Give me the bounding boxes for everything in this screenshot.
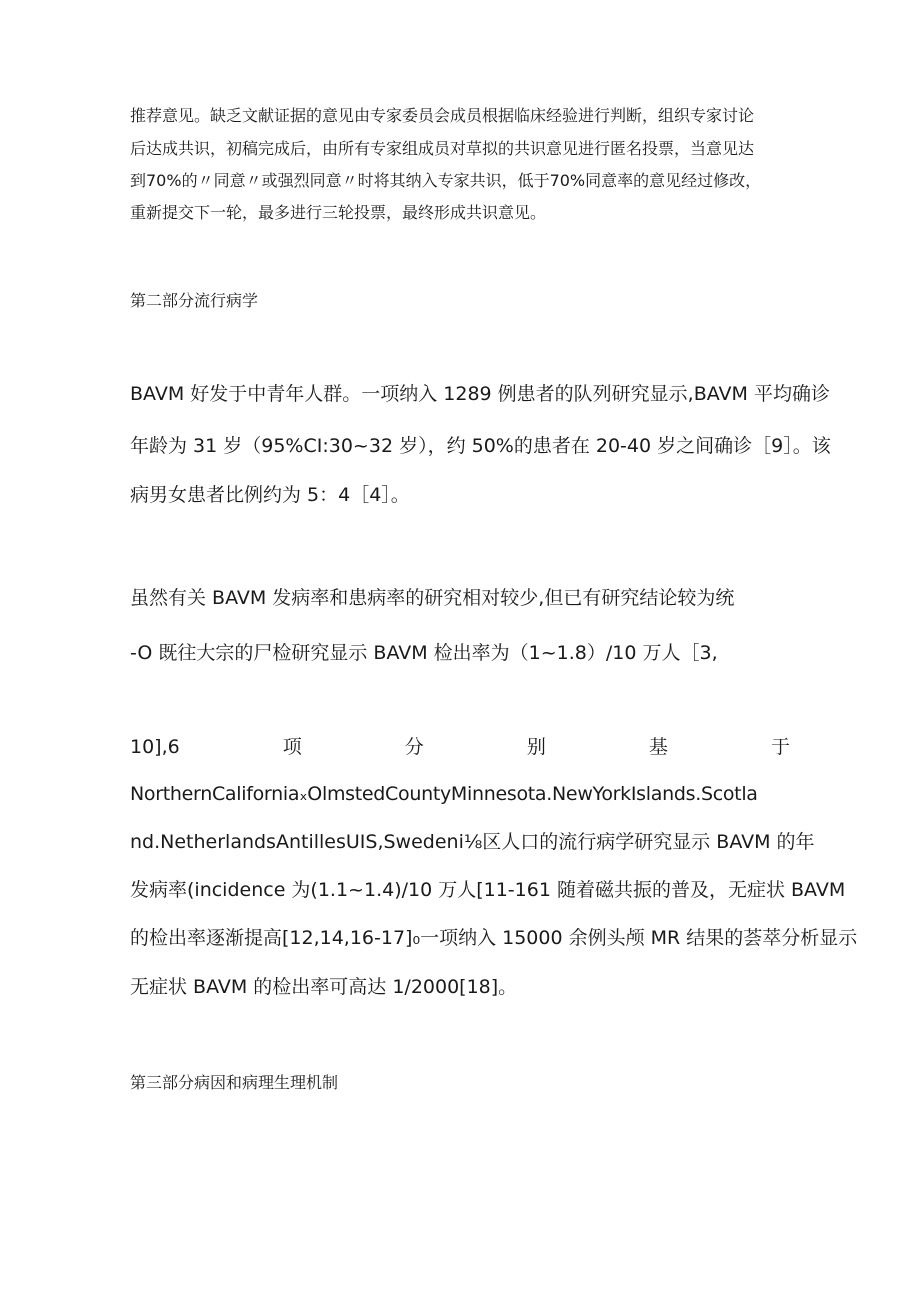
para2-line-3: 病男女患者比例约为 5：4［4］。 bbox=[130, 484, 410, 506]
spread-word: 别 bbox=[526, 736, 546, 758]
para4-line-1: NorthernCaliforniaₓOlmstedCountyMinnesota.NewYorkIslands.Scotla bbox=[130, 783, 758, 805]
para1-line-4: 重新提交下一轮，最多进行三轮投票，最终形成共识意见。 bbox=[130, 203, 547, 222]
para2-line-1: BAVM 好发于中青年人群。一项纳入 1289 例患者的队列研究显示,BAVM 平均确诊 bbox=[130, 383, 830, 405]
para3-line-1: 虽然有关 BAVM 发病率和患病率的研究相对较少,但已有研究结论较为统 bbox=[130, 587, 735, 609]
spread-word: 10],6 bbox=[130, 736, 180, 758]
para1-line-1: 推荐意见。缺乏文献证据的意见由专家委员会成员根据临床经验进行判断，组织专家讨论 bbox=[130, 106, 755, 125]
para4-line-3: 发病率(incidence 为(1.1~1.4)/10 万人[11-161 随着磁共振的普及，无症状 BAVM bbox=[130, 879, 846, 901]
spread-word: 分 bbox=[404, 736, 424, 758]
section-heading-etiology: 第三部分病因和病理生理机制 bbox=[130, 1073, 339, 1092]
para4-line-4: 的检出率逐渐提高[12,14,16-17]₀一项纳入 15000 余例头颅 MR 结果的荟萃分析显示 bbox=[130, 927, 858, 949]
para4-line-5: 无症状 BAVM 的检出率可高达 1/2000[18]。 bbox=[130, 976, 518, 998]
para4-spread-line bbox=[130, 738, 790, 757]
para3-line-2: -O 既往大宗的尸检研究显示 BAVM 检出率为（1~1.8）/10 万人［3, bbox=[130, 642, 718, 664]
section-heading-epidemiology: 第二部分流行病学 bbox=[130, 291, 259, 310]
para4-line-2: nd.NetherlandsAntillesUIS,Swedeni⅛区人口的流行病学研究显示 BAVM 的年 bbox=[130, 831, 815, 853]
spread-word: 于 bbox=[770, 736, 790, 758]
para1-line-2: 后达成共识，初稿完成后，由所有专家组成员对草拟的共识意见进行匿名投票，当意见达 bbox=[130, 139, 755, 158]
spread-word: 项 bbox=[282, 736, 302, 758]
spread-word: 基 bbox=[648, 736, 668, 758]
para2-line-2: 年龄为 31 岁（95%CI:30~32 岁），约 50%的患者在 20-40 岁之间确诊［9］。该 bbox=[130, 435, 831, 457]
para1-line-3: 到70%的〃同意〃或强烈同意〃时将其纳入专家共识，低于70%同意率的意见经过修改， bbox=[130, 171, 762, 190]
